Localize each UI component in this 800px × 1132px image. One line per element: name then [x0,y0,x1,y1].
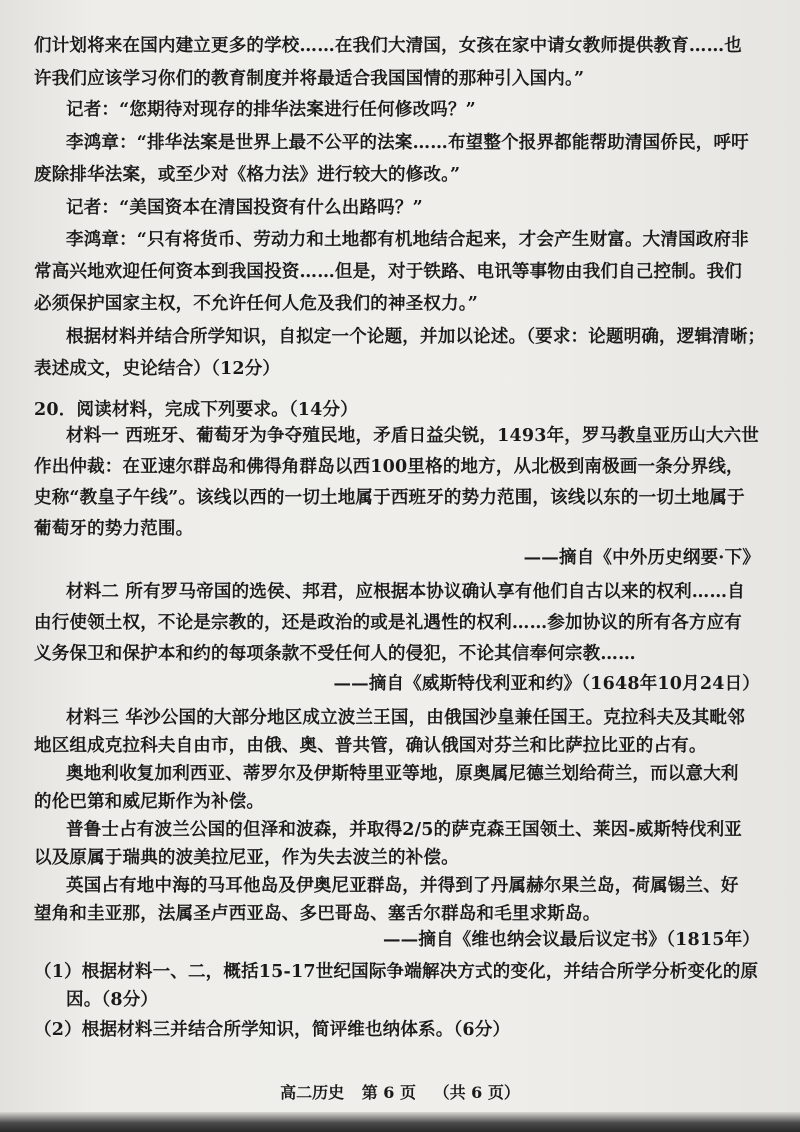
question-19-prompt: 根据材料并结合所学知识，自拟定一个论题，并加以论述。（要求：论题明确，逻辑清晰； [66,327,766,347]
dialogue-li-1: 李鸿章：“排华法案是世界上最不公平的法案……布望整个报界都能帮助清国侨民，呼吁 [66,133,749,153]
material-1-line: 作出仲裁：在亚速尔群岛和佛得角群岛以西100里格的地方，从北极到南极画一条分界线， [34,457,744,477]
material-2-line: 由行使领土权，不论是宗教的，还是政治的或是礼遇性的权利……参加协议的所有各方应有 [34,613,742,633]
dialogue-reporter-2: 记者：“美国资本在清国投资有什么出路吗？” [66,198,423,218]
footer-page-number: 第 6 页 [361,1083,416,1102]
material-3-line: 望角和圭亚那，法属圣卢西亚岛、多巴哥岛、塞舌尔群岛和毛里求斯岛。 [34,904,601,924]
text-line: 必须保护国家主权，不允许任何人危及我们的神圣权力。” [34,294,479,314]
material-2-source: ——摘自《威斯特伐利亚和约》（1648年10月24日） [333,674,760,694]
sub-question-2: （2）根据材料三并结合所学知识，简评维也纳体系。（6分） [34,1020,511,1040]
material-3-line: 材料三 华沙公国的大部分地区成立波兰王国，由俄国沙皇兼任国王。克拉科夫及其毗邻 [66,708,745,728]
material-3-source: ——摘自《维也纳会议最后议定书》（1815年） [382,930,760,950]
footer-subject: 高二历史 [280,1083,345,1102]
material-3-line: 普鲁士占有波兰公国的但泽和波森，并取得2/5的萨克森王国领土、莱因-威斯特伐利亚 [66,820,743,840]
page-footer [0,1080,800,1103]
material-1-source: ——摘自《中外历史纲要·下》 [523,548,760,568]
material-1-line: 葡萄牙的势力范围。 [34,519,194,539]
material-2-line: 义务保卫和保护本和约的每项条款不受任何人的侵犯，不论其信奉何宗教…… [34,644,636,664]
text-line: 们计划将来在国内建立更多的学校……在我们大清国，女孩在家中请女教师提供教育……也 [34,36,742,56]
question-19-requirements: 表述成文，史论结合）（12分） [34,359,281,379]
material-3-line: 的伦巴第和威尼斯作为补偿。 [34,792,265,812]
material-1-line: 材料一 西班牙、葡萄牙为争夺殖民地，矛盾日益尖锐，1493年，罗马教皇亚历山大六世 [66,426,759,446]
material-3-line: 英国占有地中海的马耳他岛及伊奥尼亚群岛，并得到了丹属赫尔果兰岛，荷属锡兰、好 [66,876,739,896]
dialogue-reporter-1: 记者：“您期待对现存的排华法案进行任何修改吗？” [66,100,476,120]
text-line: 常高兴地欢迎任何资本到我国投资……但是，对于铁路、电讯等事物由我们自己控制。我们 [34,262,742,282]
text-line: 许我们应该学习你们的教育制度并将最适合我国国情的那种引入国内。” [34,69,585,89]
text-line: 废除排华法案，或至少对《格力法》进行较大的修改。” [34,165,461,185]
material-1-line: 史称“教皇子午线”。该线以西的一切土地属于西班牙的势力范围，该线以东的一切土地属于 [34,488,745,508]
material-3-line: 地区组成克拉科夫自由市，由俄、奥、普共管，确认俄国对芬兰和比萨拉比亚的占有。 [34,736,707,756]
material-3-line: 奥地利收复加利西亚、蒂罗尔及伊斯特里亚等地，原奥属尼德兰划给荷兰，而以意大利 [66,764,739,784]
scan-bottom-edge [0,1112,800,1132]
material-3-line: 以及原属于瑞典的波美拉尼亚，作为失去波兰的补偿。 [34,848,459,868]
material-2-line: 材料二 所有罗马帝国的选侯、邦君，应根据本协议确认享有他们自古以来的权利……自 [66,582,745,602]
sub-question-1: （1）根据材料一、二，概括15-17世纪国际争端解决方式的变化，并结合所学分析变化的原 [34,962,759,982]
question-20-heading: 20．阅读材料，完成下列要求。（14分） [34,400,358,420]
footer-total-pages: （共 6 页） [433,1083,520,1102]
sub-question-1-cont: 因。（8分） [66,990,159,1010]
dialogue-li-2: 李鸿章：“只有将货币、劳动力和土地都有机地结合起来，才会产生财富。大清国政府非 [66,230,749,250]
